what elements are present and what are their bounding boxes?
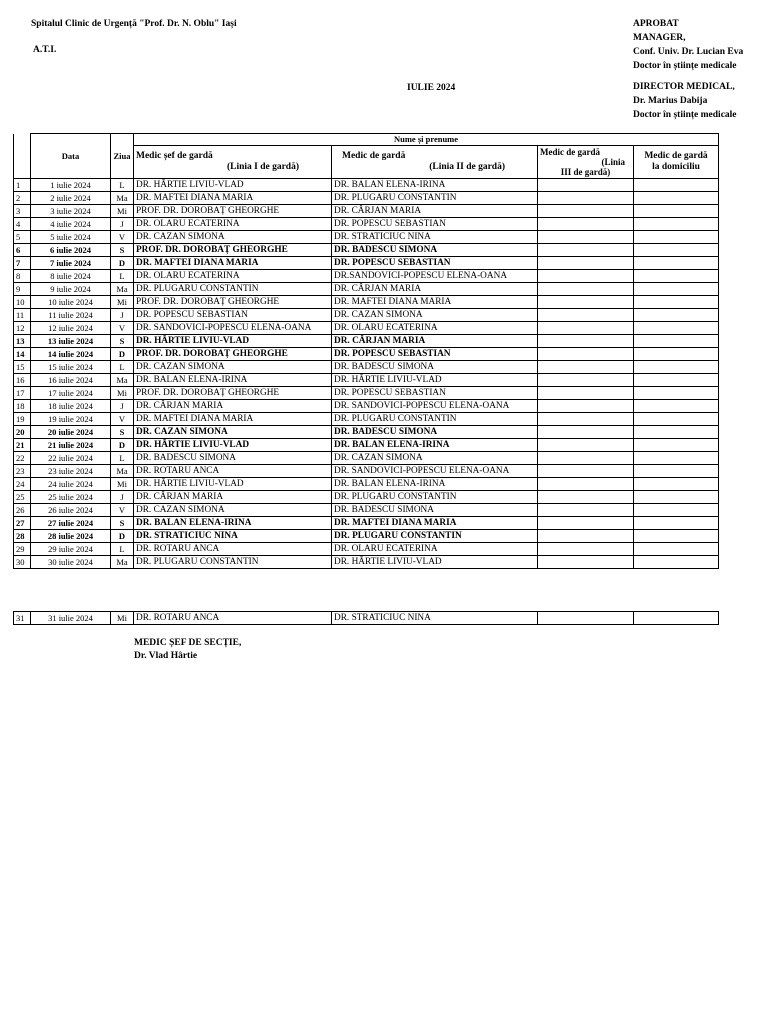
row-line2-doctor: DR. POPESCU SEBASTIAN	[332, 348, 538, 361]
row-number: 11	[14, 309, 31, 322]
row-home-doctor	[634, 205, 719, 218]
row-home-doctor	[634, 452, 719, 465]
row-date: 12 iulie 2024	[31, 322, 111, 335]
row-day: L	[111, 270, 134, 283]
row-line1-doctor: PROF. DR. DOROBAȚ GHEORGHE	[134, 348, 332, 361]
row-line3-doctor	[538, 296, 634, 309]
row-date: 9 iulie 2024	[31, 283, 111, 296]
table-row	[14, 283, 719, 296]
row-number: 24	[14, 478, 31, 491]
row-day: D	[111, 257, 134, 270]
row-line2-doctor: DR. BADESCU SIMONA	[332, 244, 538, 257]
director-block	[633, 80, 737, 122]
row-number: 5	[14, 231, 31, 244]
row-date: 6 iulie 2024	[31, 244, 111, 257]
row-number: 12	[14, 322, 31, 335]
signature-title: MEDIC ȘEF DE SECȚIE,	[134, 638, 242, 648]
row-day: L	[111, 361, 134, 374]
column-header-line1	[134, 146, 332, 179]
row-line3-doctor	[538, 257, 634, 270]
row-line3-doctor	[538, 335, 634, 348]
director-line: Doctor în științe medicale	[633, 110, 737, 120]
row-day: V	[111, 504, 134, 517]
row-home-doctor	[634, 309, 719, 322]
row-line2-doctor: DR. MAFTEI DIANA MARIA	[332, 517, 538, 530]
row-line2-doctor: DR. POPESCU SEBASTIAN	[332, 218, 538, 231]
row-number: 22	[14, 452, 31, 465]
row-home-doctor	[634, 257, 719, 270]
table-row	[14, 218, 719, 231]
row-line3-doctor	[538, 283, 634, 296]
group-header-names: Nume și prenume	[134, 134, 719, 146]
row-line3-doctor	[538, 218, 634, 231]
table-row	[14, 192, 719, 205]
row-line1-doctor: DR. CAZAN SIMONA	[134, 361, 332, 374]
table-row	[14, 270, 719, 283]
row-date: 24 iulie 2024	[31, 478, 111, 491]
row-date: 21 iulie 2024	[31, 439, 111, 452]
row-date: 8 iulie 2024	[31, 270, 111, 283]
table-row	[14, 387, 719, 400]
row-number: 6	[14, 244, 31, 257]
row-line1-doctor: DR. MAFTEI DIANA MARIA	[134, 257, 332, 270]
row-line3-doctor	[538, 491, 634, 504]
row-date: 30 iulie 2024	[31, 556, 111, 569]
row-number: 29	[14, 543, 31, 556]
row-line1-doctor: DR. HÂRTIE LIVIU-VLAD	[134, 478, 332, 491]
roster-body	[14, 179, 719, 569]
row-number: 9	[14, 283, 31, 296]
row-number: 1	[14, 179, 31, 192]
row-day: Ma	[111, 283, 134, 296]
row-line1-doctor: DR. ROTARU ANCA	[134, 543, 332, 556]
row-day: V	[111, 413, 134, 426]
row-line3-doctor	[538, 543, 634, 556]
column-header-line3-title: Medic de gardă	[540, 147, 600, 157]
row-day: D	[111, 439, 134, 452]
row-number: 3	[14, 205, 31, 218]
row-day: Mi	[111, 387, 134, 400]
row-line2-doctor: DR. STRATICIUC NINA	[332, 612, 538, 625]
row-number: 15	[14, 361, 31, 374]
row-home-doctor	[634, 400, 719, 413]
row-line2-doctor: DR. HÂRTIE LIVIU-VLAD	[332, 374, 538, 387]
row-line1-doctor: DR. CAZAN SIMONA	[134, 426, 332, 439]
row-number: 27	[14, 517, 31, 530]
row-date: 18 iulie 2024	[31, 400, 111, 413]
row-home-doctor	[634, 218, 719, 231]
table-row	[14, 413, 719, 426]
row-line1-doctor: DR. MAFTEI DIANA MARIA	[134, 413, 332, 426]
row-line2-doctor: DR. PLUGARU CONSTANTIN	[332, 413, 538, 426]
row-line2-doctor: DR. PLUGARU CONSTANTIN	[332, 530, 538, 543]
table-row	[14, 296, 719, 309]
row-line1-doctor: PROF. DR. DOROBAȚ GHEORGHE	[134, 387, 332, 400]
column-header-home-title: Medic de gardă	[644, 151, 708, 161]
row-home-doctor	[634, 439, 719, 452]
row-date: 5 iulie 2024	[31, 231, 111, 244]
row-line1-doctor: DR. ROTARU ANCA	[134, 612, 332, 625]
table-row	[14, 257, 719, 270]
row-number: 31	[14, 612, 31, 625]
row-home-doctor	[634, 478, 719, 491]
row-date: 25 iulie 2024	[31, 491, 111, 504]
row-line1-doctor: DR. PLUGARU CONSTANTIN	[134, 283, 332, 296]
row-home-doctor	[634, 374, 719, 387]
row-line2-doctor: DR. BALAN ELENA-IRINA	[332, 439, 538, 452]
row-date: 23 iulie 2024	[31, 465, 111, 478]
row-line3-doctor	[538, 361, 634, 374]
row-day: L	[111, 543, 134, 556]
table-row	[14, 205, 719, 218]
column-header-home-sub: la domiciliu	[652, 162, 700, 172]
row-day: L	[111, 452, 134, 465]
approval-block	[633, 17, 744, 73]
table-row	[14, 543, 719, 556]
hospital-name: Spitalul Clinic de Urgență "Prof. Dr. N. Oblu" Iași	[31, 19, 237, 29]
row-line1-doctor: DR. HÂRTIE LIVIU-VLAD	[134, 335, 332, 348]
row-date: 22 iulie 2024	[31, 452, 111, 465]
table-row	[14, 478, 719, 491]
row-number: 19	[14, 413, 31, 426]
row-date: 27 iulie 2024	[31, 517, 111, 530]
table-row	[14, 426, 719, 439]
row-home-doctor	[634, 244, 719, 257]
row-date: 11 iulie 2024	[31, 309, 111, 322]
row-line2-doctor: DR. SANDOVICI-POPESCU ELENA-OANA	[332, 465, 538, 478]
row-line1-doctor: DR. MAFTEI DIANA MARIA	[134, 192, 332, 205]
row-line3-doctor	[538, 426, 634, 439]
row-home-doctor	[634, 517, 719, 530]
approval-line: Conf. Univ. Dr. Lucian Eva	[633, 47, 744, 57]
table-row	[14, 348, 719, 361]
row-line3-doctor	[538, 530, 634, 543]
row-line2-doctor: DR.SANDOVICI-POPESCU ELENA-OANA	[332, 270, 538, 283]
roster-extra-table	[13, 611, 719, 625]
row-line2-doctor: DR. OLARU ECATERINA	[332, 543, 538, 556]
row-date: 13 iulie 2024	[31, 335, 111, 348]
row-line2-doctor: DR. OLARU ECATERINA	[332, 322, 538, 335]
row-day: J	[111, 309, 134, 322]
row-line2-doctor: DR. STRATICIUC NINA	[332, 231, 538, 244]
row-day: J	[111, 218, 134, 231]
row-date: 26 iulie 2024	[31, 504, 111, 517]
table-row	[14, 465, 719, 478]
row-number: 20	[14, 426, 31, 439]
row-date: 16 iulie 2024	[31, 374, 111, 387]
row-date: 19 iulie 2024	[31, 413, 111, 426]
row-line3-doctor	[538, 387, 634, 400]
row-line2-doctor: DR. PLUGARU CONSTANTIN	[332, 491, 538, 504]
row-date: 2 iulie 2024	[31, 192, 111, 205]
row-number: 18	[14, 400, 31, 413]
row-line1-doctor: DR. ROTARU ANCA	[134, 465, 332, 478]
row-date: 17 iulie 2024	[31, 387, 111, 400]
row-line2-doctor: DR. CÂRJAN MARIA	[332, 205, 538, 218]
row-home-doctor	[634, 322, 719, 335]
header-nr-cell	[14, 134, 31, 179]
row-day: V	[111, 322, 134, 335]
row-home-doctor	[634, 465, 719, 478]
row-number: 7	[14, 257, 31, 270]
table-row	[14, 530, 719, 543]
row-home-doctor	[634, 426, 719, 439]
row-line1-doctor: DR. CAZAN SIMONA	[134, 231, 332, 244]
row-line1-doctor: DR. BALAN ELENA-IRINA	[134, 517, 332, 530]
row-number: 30	[14, 556, 31, 569]
row-line3-doctor	[538, 244, 634, 257]
row-home-doctor	[634, 270, 719, 283]
row-line2-doctor: DR. POPESCU SEBASTIAN	[332, 387, 538, 400]
roster-month: IULIE 2024	[407, 83, 456, 93]
row-line3-doctor	[538, 478, 634, 491]
row-line2-doctor: DR. PLUGARU CONSTANTIN	[332, 192, 538, 205]
table-row	[14, 374, 719, 387]
row-day: L	[111, 179, 134, 192]
row-day: Mi	[111, 205, 134, 218]
row-day: S	[111, 244, 134, 257]
row-line3-doctor	[538, 231, 634, 244]
row-number: 21	[14, 439, 31, 452]
table-row	[14, 309, 719, 322]
row-date: 1 iulie 2024	[31, 179, 111, 192]
row-line3-doctor	[538, 270, 634, 283]
row-line2-doctor: DR. POPESCU SEBASTIAN	[332, 257, 538, 270]
row-line1-doctor: DR. OLARU ECATERINA	[134, 218, 332, 231]
row-number: 26	[14, 504, 31, 517]
department-name: A.T.I.	[33, 45, 57, 55]
row-line1-doctor: DR. HÂRTIE LIVIU-VLAD	[134, 179, 332, 192]
row-line2-doctor: DR. MAFTEI DIANA MARIA	[332, 296, 538, 309]
row-date: 15 iulie 2024	[31, 361, 111, 374]
table-row	[14, 244, 719, 257]
row-line1-doctor: PROF. DR. DOROBAȚ GHEORGHE	[134, 244, 332, 257]
row-day: D	[111, 348, 134, 361]
table-row	[14, 517, 719, 530]
row-home-doctor	[634, 556, 719, 569]
row-line2-doctor: DR. BALAN ELENA-IRINA	[332, 478, 538, 491]
row-line3-doctor	[538, 205, 634, 218]
approval-line: APROBAT	[633, 19, 679, 29]
row-line1-doctor: DR. SANDOVICI-POPESCU ELENA-OANA	[134, 322, 332, 335]
column-header-line3-sub: (Linia	[601, 157, 625, 167]
row-date: 20 iulie 2024	[31, 426, 111, 439]
table-row	[14, 335, 719, 348]
row-home-doctor	[634, 283, 719, 296]
row-date: 3 iulie 2024	[31, 205, 111, 218]
row-line2-doctor: DR. CAZAN SIMONA	[332, 452, 538, 465]
row-day: V	[111, 231, 134, 244]
row-line1-doctor: DR. CAZAN SIMONA	[134, 504, 332, 517]
table-row	[14, 491, 719, 504]
row-home-doctor	[634, 361, 719, 374]
row-line1-doctor: DR. OLARU ECATERINA	[134, 270, 332, 283]
row-home-doctor	[634, 231, 719, 244]
approval-line: Doctor în științe medicale	[633, 61, 737, 71]
table-row	[14, 612, 719, 625]
row-line3-doctor	[538, 556, 634, 569]
column-header-line2	[332, 146, 538, 179]
row-number: 28	[14, 530, 31, 543]
row-number: 13	[14, 335, 31, 348]
row-day: Ma	[111, 556, 134, 569]
column-header-home	[634, 146, 719, 179]
row-line2-doctor: DR. CAZAN SIMONA	[332, 309, 538, 322]
director-line: Dr. Marius Dabija	[633, 96, 708, 106]
row-day: D	[111, 530, 134, 543]
signature-name: Dr. Vlad Hârtie	[134, 651, 198, 661]
column-header-day: Ziua	[111, 134, 134, 179]
row-date: 31 iulie 2024	[31, 612, 111, 625]
director-line: DIRECTOR MEDICAL,	[633, 82, 735, 92]
row-line3-doctor	[538, 309, 634, 322]
column-header-line2-title: Medic de gardă	[342, 151, 406, 161]
row-line3-doctor	[538, 612, 634, 625]
row-line2-doctor: DR. BADESCU SIMONA	[332, 504, 538, 517]
row-date: 10 iulie 2024	[31, 296, 111, 309]
row-day: J	[111, 400, 134, 413]
table-row	[14, 556, 719, 569]
row-day: S	[111, 426, 134, 439]
table-row	[14, 231, 719, 244]
row-home-doctor	[634, 530, 719, 543]
row-number: 14	[14, 348, 31, 361]
row-line1-doctor: DR. PLUGARU CONSTANTIN	[134, 556, 332, 569]
row-home-doctor	[634, 192, 719, 205]
row-line1-doctor: PROF. DR. DOROBAȚ GHEORGHE	[134, 296, 332, 309]
roster-table	[13, 133, 719, 569]
row-home-doctor	[634, 387, 719, 400]
row-line2-doctor: DR. HÂRTIE LIVIU-VLAD	[332, 556, 538, 569]
row-line3-doctor	[538, 322, 634, 335]
row-number: 4	[14, 218, 31, 231]
row-line3-doctor	[538, 504, 634, 517]
row-day: J	[111, 491, 134, 504]
row-home-doctor	[634, 504, 719, 517]
row-line2-doctor: DR. CÂRJAN MARIA	[332, 283, 538, 296]
row-home-doctor	[634, 335, 719, 348]
row-home-doctor	[634, 296, 719, 309]
table-row	[14, 439, 719, 452]
row-number: 2	[14, 192, 31, 205]
row-line3-doctor	[538, 374, 634, 387]
row-home-doctor	[634, 179, 719, 192]
column-header-line3	[538, 146, 634, 179]
row-date: 4 iulie 2024	[31, 218, 111, 231]
row-number: 25	[14, 491, 31, 504]
row-line3-doctor	[538, 400, 634, 413]
row-line2-doctor: DR. CÂRJAN MARIA	[332, 335, 538, 348]
row-day: Ma	[111, 192, 134, 205]
column-header-line1-sub: (Linia I de gardă)	[226, 162, 299, 172]
row-home-doctor	[634, 491, 719, 504]
row-home-doctor	[634, 348, 719, 361]
row-line3-doctor	[538, 348, 634, 361]
column-header-line1-title: Medic șef de gardă	[136, 151, 213, 161]
row-line1-doctor: DR. HÂRTIE LIVIU-VLAD	[134, 439, 332, 452]
table-row	[14, 452, 719, 465]
row-date: 7 iulie 2024	[31, 257, 111, 270]
row-home-doctor	[634, 543, 719, 556]
row-line3-doctor	[538, 192, 634, 205]
approval-line: MANAGER,	[633, 33, 686, 43]
row-date: 14 iulie 2024	[31, 348, 111, 361]
row-line1-doctor: DR. BADESCU SIMONA	[134, 452, 332, 465]
row-line3-doctor	[538, 439, 634, 452]
table-row	[14, 179, 719, 192]
row-day: S	[111, 517, 134, 530]
row-line3-doctor	[538, 413, 634, 426]
row-day: Ma	[111, 374, 134, 387]
row-line3-doctor	[538, 465, 634, 478]
row-number: 17	[14, 387, 31, 400]
row-line1-doctor: PROF. DR. DOROBAȚ GHEORGHE	[134, 205, 332, 218]
row-number: 10	[14, 296, 31, 309]
table-row	[14, 400, 719, 413]
row-line3-doctor	[538, 517, 634, 530]
row-date: 28 iulie 2024	[31, 530, 111, 543]
row-number: 23	[14, 465, 31, 478]
row-line2-doctor: DR. BADESCU SIMONA	[332, 426, 538, 439]
row-day: S	[111, 335, 134, 348]
row-line2-doctor: DR. BALAN ELENA-IRINA	[332, 179, 538, 192]
column-header-line3-sub2: III de gardă)	[560, 167, 611, 177]
row-day: Mi	[111, 296, 134, 309]
table-row	[14, 361, 719, 374]
row-line2-doctor: DR. BADESCU SIMONA	[332, 361, 538, 374]
row-home-doctor	[634, 413, 719, 426]
row-line1-doctor: DR. CÂRJAN MARIA	[134, 491, 332, 504]
column-header-date: Data	[31, 134, 111, 179]
row-number: 8	[14, 270, 31, 283]
row-day: Ma	[111, 465, 134, 478]
row-date: 29 iulie 2024	[31, 543, 111, 556]
row-line2-doctor: DR. SANDOVICI-POPESCU ELENA-OANA	[332, 400, 538, 413]
column-header-line2-sub: (Linia II de gardă)	[429, 162, 505, 172]
row-line1-doctor: DR. STRATICIUC NINA	[134, 530, 332, 543]
row-line1-doctor: DR. BALAN ELENA-IRINA	[134, 374, 332, 387]
row-line1-doctor: DR. CÂRJAN MARIA	[134, 400, 332, 413]
table-row	[14, 322, 719, 335]
row-line3-doctor	[538, 179, 634, 192]
row-line3-doctor	[538, 452, 634, 465]
row-line1-doctor: DR. POPESCU SEBASTIAN	[134, 309, 332, 322]
row-day: Mi	[111, 478, 134, 491]
row-day: Mi	[111, 612, 134, 625]
table-row	[14, 504, 719, 517]
row-home-doctor	[634, 612, 719, 625]
row-number: 16	[14, 374, 31, 387]
